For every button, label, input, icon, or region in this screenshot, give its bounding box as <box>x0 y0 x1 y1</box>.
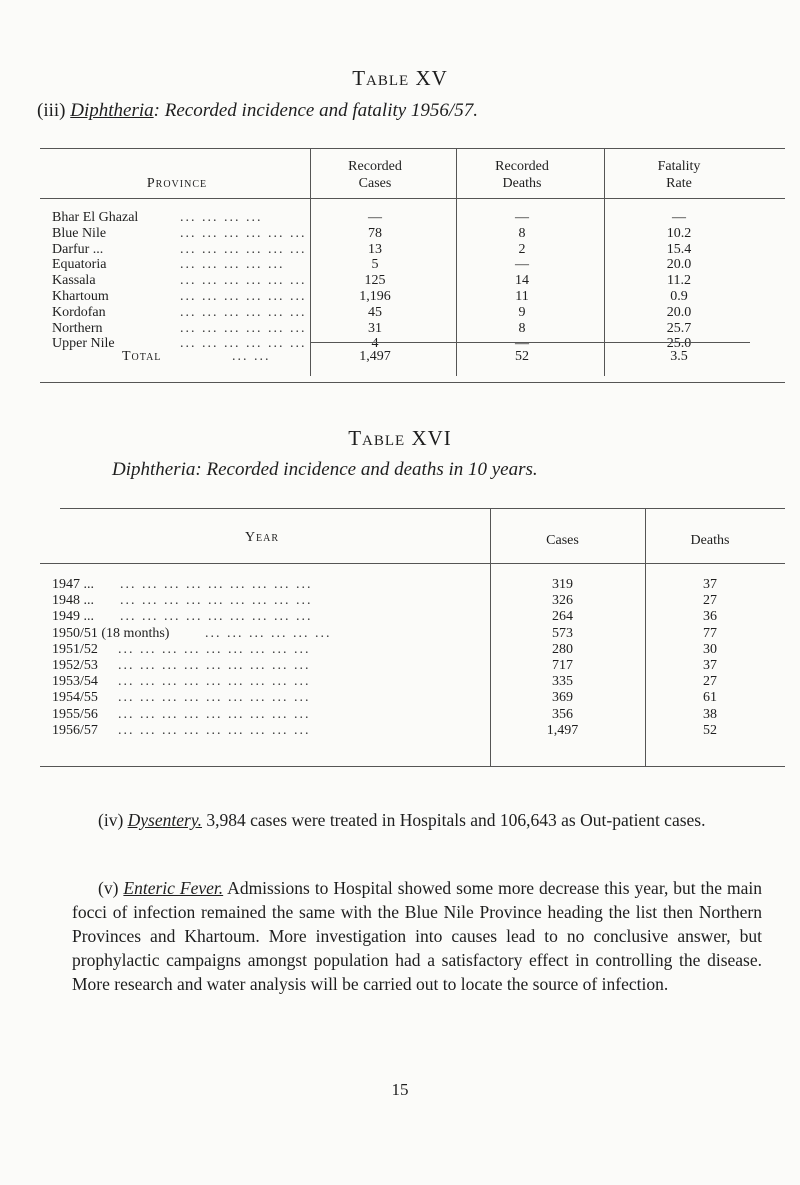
province-name: Upper Nile <box>52 336 115 352</box>
table-row <box>0 226 800 242</box>
year-label: 1947 ... <box>52 577 94 592</box>
recorded-cases: 31 <box>368 320 382 336</box>
deaths-value: 52 <box>703 722 717 738</box>
table-xv-top-rule <box>40 148 785 149</box>
table-row <box>0 658 800 674</box>
table-row <box>0 273 800 289</box>
dysentery-heading: Dysentery. <box>127 810 203 830</box>
table-xv-header-rule <box>40 198 785 199</box>
province-name: Darfur ... <box>52 241 104 257</box>
leader-dots: ... ... ... ... ... ... <box>180 320 307 336</box>
page-number: 15 <box>391 1080 409 1099</box>
fatality-rate: 0.9 <box>670 289 688 304</box>
recorded-cases: 5 <box>371 257 379 273</box>
table-xvi-top-rule <box>60 508 785 509</box>
leader-dots: ... ... <box>232 349 271 364</box>
header-recorded-deaths: Recorded Deaths <box>495 159 549 191</box>
province-name: Bhar El Ghazal <box>52 210 139 225</box>
leader-dots: ... ... ... ... ... ... <box>205 625 332 641</box>
recorded-deaths: — <box>515 257 529 273</box>
leader-dots: ... ... ... ... ... ... ... ... ... <box>120 593 313 609</box>
subtitle-text: : Recorded incidence and deaths in 10 years. <box>195 459 538 480</box>
table-row <box>0 242 800 258</box>
table-row <box>0 593 800 609</box>
deaths-value: 30 <box>703 641 717 657</box>
fatality-rate: 20.0 <box>666 304 692 320</box>
deaths-value: 77 <box>703 625 717 641</box>
leader-dots: ... ... ... ... ... ... <box>180 241 307 257</box>
leader-dots: ... ... ... ... ... ... ... ... ... <box>118 690 311 706</box>
province-name: Kassala <box>52 273 96 289</box>
recorded-cases: 78 <box>368 225 382 241</box>
table-row <box>0 707 800 723</box>
recorded-cases: — <box>368 210 382 225</box>
total-rate: 3.5 <box>670 349 688 364</box>
deaths-value: 37 <box>703 577 717 592</box>
leader-dots: ... ... ... ... <box>180 210 263 225</box>
table-row <box>0 723 800 739</box>
fatality-rate: — <box>672 210 686 225</box>
recorded-deaths: 8 <box>518 225 526 241</box>
recorded-deaths: — <box>515 336 529 352</box>
dysentery-number: (iv) <box>98 810 124 830</box>
recorded-deaths: 11 <box>515 289 529 304</box>
header-deaths: Deaths <box>690 533 730 548</box>
leader-dots: ... ... ... ... ... ... <box>180 225 307 241</box>
table-xvi-header-rule <box>40 563 785 564</box>
recorded-cases: 125 <box>364 273 386 289</box>
cases-value: 369 <box>552 690 573 706</box>
header-province: Province <box>146 176 208 191</box>
header-fatality-rate: Fatality Rate <box>657 159 701 191</box>
province-name: Equatoria <box>52 257 107 273</box>
cases-value: 335 <box>552 674 573 690</box>
dysentery-paragraph <box>72 808 762 832</box>
year-label: 1949 ... <box>52 609 94 625</box>
leader-dots: ... ... ... ... ... ... ... ... ... <box>118 706 311 722</box>
enteric-number: (v) <box>98 878 119 898</box>
year-label: 1952/53 <box>52 658 98 673</box>
province-name: Khartoum <box>52 289 109 304</box>
table-xvi-bottom-rule <box>40 766 785 767</box>
recorded-deaths: — <box>515 210 529 225</box>
recorded-deaths: 14 <box>515 273 529 289</box>
leader-dots: ... ... ... ... ... ... ... ... ... <box>118 674 311 690</box>
fatality-rate: 10.2 <box>666 225 692 241</box>
fatality-rate: 25.0 <box>666 336 692 352</box>
fatality-rate: 25.7 <box>666 320 692 336</box>
table-xv-total-row <box>0 349 800 365</box>
cases-value: 264 <box>552 609 573 625</box>
cases-value: 280 <box>552 641 573 657</box>
fatality-rate: 15.4 <box>666 241 692 257</box>
year-label: 1954/55 <box>52 690 98 706</box>
deaths-value: 61 <box>703 690 717 706</box>
leader-dots: ... ... ... ... ... ... <box>180 336 307 352</box>
dysentery-text: 3,984 cases were treated in Hospitals and 106,643 as Out-patient cases. <box>202 810 706 830</box>
leader-dots: ... ... ... ... ... ... <box>180 273 307 289</box>
deaths-value: 38 <box>703 706 717 722</box>
subtitle-number: (iii) <box>37 100 66 121</box>
year-label: 1953/54 <box>52 674 98 690</box>
leader-dots: ... ... ... ... ... ... ... ... ... <box>118 641 311 657</box>
table-xvi-title: Table XVI <box>348 426 452 450</box>
enteric-text: Admissions to Hospital showed some more decrease this year, but the main focci of infection remained the same with the Blue Nile Province heading the list then Northern Provinces and Khartoum. More investigation into causes lead to no conclusive answer, but prophylactic campaigns amongst population had a satisfactory effect in controlling the disease. More research and water analysis will be carried out to locate the source of infection. <box>72 878 763 994</box>
table-xvi-subtitle <box>112 459 538 481</box>
province-name: Blue Nile <box>52 225 107 241</box>
table-row <box>0 609 800 625</box>
leader-dots: ... ... ... ... ... <box>180 257 285 273</box>
recorded-cases: 13 <box>368 241 382 257</box>
leader-dots: ... ... ... ... ... ... ... ... ... <box>120 577 313 592</box>
leader-dots: ... ... ... ... ... ... <box>180 289 307 304</box>
table-row <box>0 257 800 273</box>
table-row <box>0 577 800 593</box>
recorded-cases: 1,196 <box>359 289 391 304</box>
table-row <box>0 642 800 658</box>
table-row <box>0 626 800 642</box>
subtitle-disease: Diphtheria <box>70 100 154 121</box>
deaths-value: 27 <box>703 674 717 690</box>
year-label: 1956/57 <box>52 722 98 738</box>
header-year: Year <box>244 530 280 545</box>
leader-dots: ... ... ... ... ... ... ... ... ... <box>118 722 311 738</box>
table-xv-total-rule <box>310 342 750 343</box>
enteric-heading: Enteric Fever. <box>123 878 224 898</box>
table-xv-subtitle <box>37 100 478 122</box>
year-label: 1955/56 <box>52 706 98 722</box>
total-deaths: 52 <box>515 349 529 364</box>
table-xv-title: Table XV <box>352 66 448 90</box>
year-label: 1948 ... <box>52 593 94 609</box>
recorded-deaths: 2 <box>518 241 526 257</box>
recorded-deaths: 9 <box>518 304 526 320</box>
table-row <box>0 674 800 690</box>
province-name: Kordofan <box>52 304 106 320</box>
cases-value: 1,497 <box>546 722 579 738</box>
recorded-cases: 45 <box>368 304 382 320</box>
table-row <box>0 321 800 337</box>
fatality-rate: 20.0 <box>666 257 692 273</box>
header-recorded-cases: Recorded Cases <box>348 159 402 191</box>
deaths-value: 27 <box>703 593 717 609</box>
cases-value: 356 <box>552 706 573 722</box>
leader-dots: ... ... ... ... ... ... <box>180 304 307 320</box>
deaths-value: 37 <box>703 658 717 673</box>
cases-value: 573 <box>552 625 573 641</box>
subtitle-disease: Diphtheria <box>112 459 196 480</box>
province-name: Northern <box>52 320 103 336</box>
leader-dots: ... ... ... ... ... ... ... ... ... <box>120 609 313 625</box>
cases-value: 319 <box>552 577 573 592</box>
table-xv-bottom-rule <box>40 382 785 383</box>
table-row <box>0 305 800 321</box>
table-row <box>0 289 800 305</box>
cases-value: 717 <box>552 658 573 673</box>
table-row <box>0 210 800 226</box>
year-label: 1951/52 <box>52 641 98 657</box>
recorded-deaths: 8 <box>518 320 526 336</box>
subtitle-text: : Recorded incidence and fatality 1956/57. <box>153 100 478 121</box>
header-cases: Cases <box>546 533 579 548</box>
leader-dots: ... ... ... ... ... ... ... ... ... <box>118 658 311 673</box>
recorded-cases: 4 <box>371 336 379 352</box>
deaths-value: 36 <box>703 609 717 625</box>
year-label: 1950/51 (18 months) <box>52 625 170 641</box>
cases-value: 326 <box>552 593 573 609</box>
total-cases: 1,497 <box>359 349 391 364</box>
table-row <box>0 690 800 706</box>
fatality-rate: 11.2 <box>667 273 691 289</box>
total-label: Total <box>122 349 162 364</box>
enteric-fever-paragraph <box>72 876 762 996</box>
